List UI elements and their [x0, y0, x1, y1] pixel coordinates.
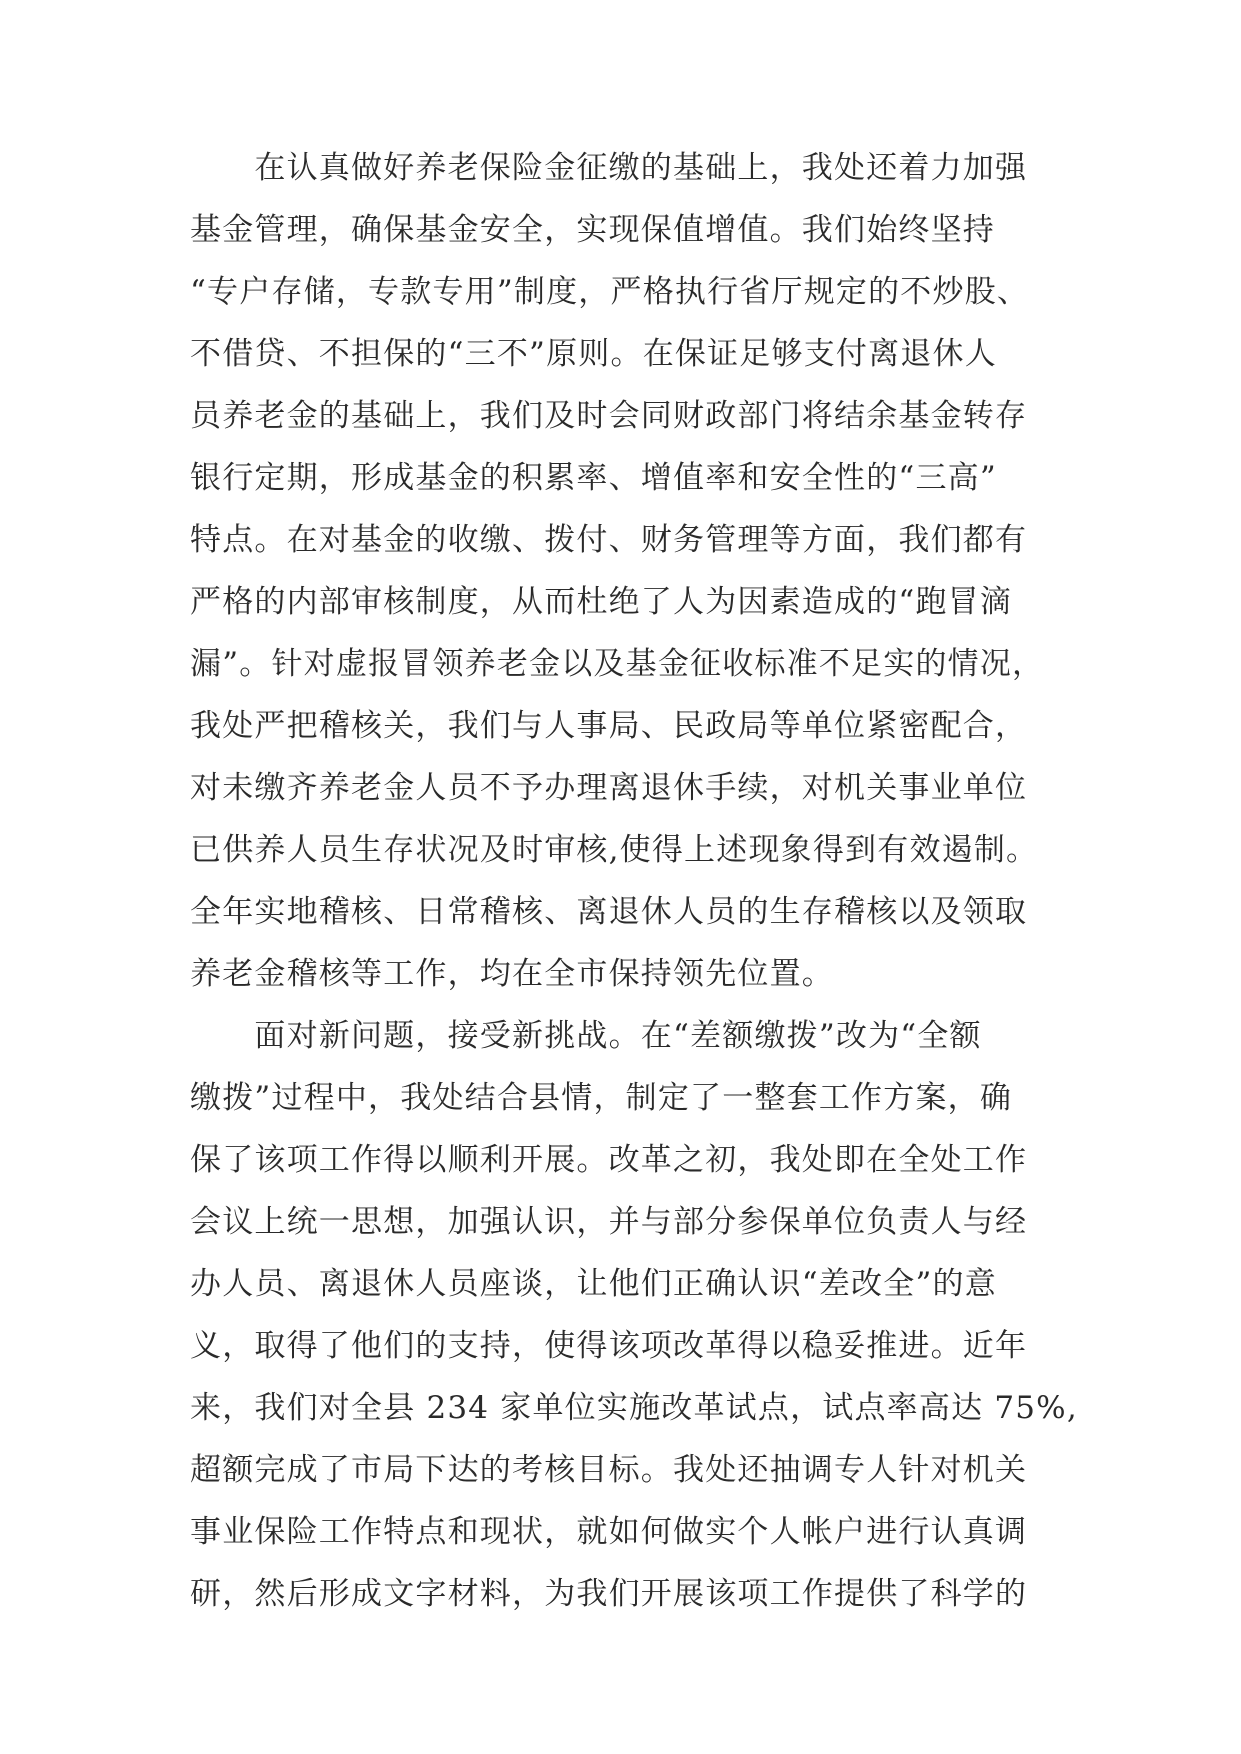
text-line: 缴拨”过程中，我处结合县情，制定了一整套工作方案，确 [190, 1080, 1013, 1116]
text-line: 我处严把稽核关，我们与人事局、民政局等单位紧密配合， [190, 708, 1028, 744]
text-line: 不借贷、不担保的“三不”原则。在保证足够支付离退休人 [190, 336, 997, 372]
text-line: 保了该项工作得以顺利开展。改革之初，我处即在全处工作 [190, 1142, 1028, 1178]
text-line: 超额完成了市局下达的考核目标。我处还抽调专人针对机关 [190, 1452, 1028, 1488]
text-line: 漏”。针对虚报冒领养老金以及基金征收标准不足实的情况， [190, 646, 1045, 682]
text-line: 员养老金的基础上，我们及时会同财政部门将结余基金转存 [190, 398, 1028, 434]
text-line: 严格的内部审核制度，从而杜绝了人为因素造成的“跑冒滴 [190, 584, 1013, 620]
text-line: 事业保险工作特点和现状，就如何做实个人帐户进行认真调 [190, 1514, 1028, 1550]
text-line: 银行定期，形成基金的积累率、增值率和安全性的“三高” [190, 460, 997, 496]
text-line: 会议上统一思想，加强认识，并与部分参保单位负责人与经 [190, 1204, 1028, 1240]
text-line: 全年实地稽核、日常稽核、离退休人员的生存稽核以及领取 [190, 894, 1028, 930]
text-line: 义，取得了他们的支持，使得该项改革得以稳妥推进。近年 [190, 1328, 1028, 1364]
text-line: 基金管理，确保基金安全，实现保值增值。我们始终坚持 [190, 212, 995, 248]
text-line: 面对新问题，接受新挑战。在“差额缴拨”改为“全额 [190, 1018, 982, 1054]
text-line: 养老金稽核等工作，均在全市保持领先位置。 [190, 956, 834, 992]
paragraph-reform [190, 1005, 1078, 1625]
text-line: 特点。在对基金的收缴、拨付、财务管理等方面，我们都有 [190, 522, 1028, 558]
text-line: 对未缴齐养老金人员不予办理离退休手续，对机关事业单位 [190, 770, 1028, 806]
text-line: 办人员、离退休人员座谈，让他们正确认识“差改全”的意 [190, 1266, 997, 1302]
text-line: 已供养人员生存状况及时审核,使得上述现象得到有效遏制。 [190, 832, 1039, 868]
text-line: 来，我们对全县 234 家单位实施改革试点，试点率高达 75%, [190, 1390, 1078, 1426]
text-line: “专户存储，专款专用”制度，严格执行省厅规定的不炒股、 [190, 274, 1030, 310]
text-line: 研，然后形成文字材料，为我们开展该项工作提供了科学的 [190, 1576, 1028, 1612]
text-line: 在认真做好养老保险金征缴的基础上，我处还着力加强 [190, 150, 1028, 186]
paragraph-fund-management [190, 137, 1050, 1005]
